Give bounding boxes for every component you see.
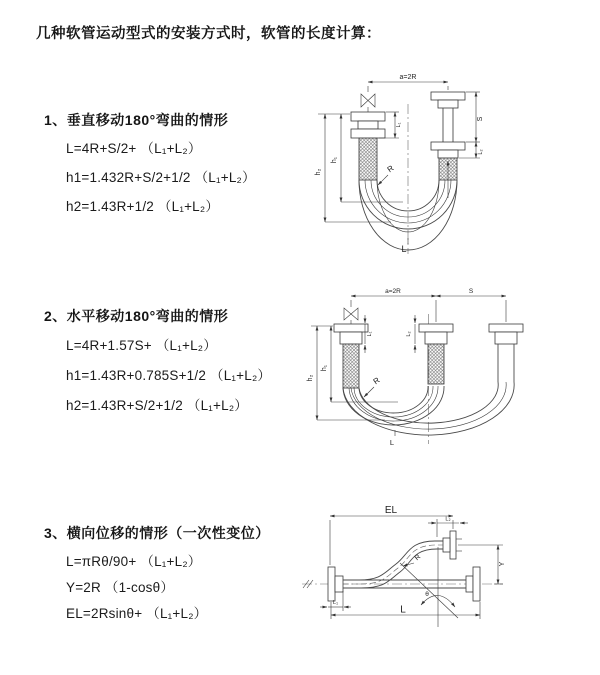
length-label bbox=[401, 238, 408, 254]
dim-label-l1: L₁ bbox=[333, 600, 338, 606]
dim-s bbox=[466, 92, 484, 142]
left-fitting bbox=[351, 112, 385, 138]
dim-label-l: L bbox=[401, 244, 407, 254]
hose-displaced-position bbox=[343, 541, 443, 588]
section-1-formula-h1: h1=1.432R+S/2+1/2 （L₁+L₂） bbox=[66, 170, 256, 185]
dim-l2 bbox=[406, 315, 415, 353]
right-fitting-lower bbox=[431, 142, 465, 158]
section-2-formula-L: L=4R+1.57S+ （L₁+L₂） bbox=[66, 338, 217, 353]
valve-icon bbox=[361, 94, 375, 112]
middle-fitting bbox=[419, 324, 453, 344]
dim-label-el: EL bbox=[384, 505, 398, 516]
length-label bbox=[390, 430, 395, 447]
radius-callout bbox=[378, 163, 396, 185]
valve-icon bbox=[344, 308, 358, 324]
dim-label-a2r: a=2R bbox=[385, 288, 401, 295]
dim-label-l2: L₂ bbox=[406, 331, 412, 337]
flange-left bbox=[328, 567, 343, 601]
dim-label-l2: L₂ bbox=[445, 516, 451, 523]
dim-label-r: R bbox=[413, 553, 423, 563]
diagram-horizontal-180-bend bbox=[303, 282, 593, 462]
dim-label-h2: h₂ bbox=[315, 168, 322, 176]
dim-y bbox=[458, 545, 506, 584]
dim-l2-top bbox=[428, 517, 468, 538]
right-fitting-upper bbox=[431, 92, 465, 142]
dim-l bbox=[331, 602, 480, 619]
dim-label-a2r: a=2R bbox=[399, 74, 417, 81]
section-1-heading: 1、垂直移动180°弯曲的情形 bbox=[44, 112, 229, 128]
radius-callout bbox=[364, 375, 382, 397]
dim-label-h1: h₁ bbox=[321, 364, 328, 372]
section-3-heading: 3、横向位移的情形（一次性变位） bbox=[44, 525, 270, 541]
dim-a2r bbox=[368, 74, 448, 92]
dim-label-l: L bbox=[389, 438, 395, 447]
dim-l1 bbox=[365, 315, 373, 353]
dim-label-r: R bbox=[385, 163, 396, 175]
dim-label-s: S bbox=[468, 288, 474, 295]
dim-label-theta: θ bbox=[425, 591, 429, 598]
page-title: 几种软管运动型式的安装方式时，软管的长度计算： bbox=[36, 26, 381, 42]
radius-callout bbox=[403, 554, 422, 566]
diagram-lateral-displacement bbox=[298, 503, 513, 653]
dim-label-r: R bbox=[371, 375, 382, 387]
dim-a2r bbox=[351, 288, 436, 322]
dim-label-h1: h₁ bbox=[331, 156, 338, 164]
section-2-formula-h1: h1=1.43R+0.785S+1/2 （L₁+L₂） bbox=[66, 368, 272, 383]
dim-label-s: S bbox=[477, 116, 484, 122]
dim-label-l1: L₁ bbox=[396, 122, 402, 128]
diagram-vertical-180-bend bbox=[303, 62, 593, 262]
hose-u-bend-position1 bbox=[343, 386, 444, 425]
hose-braided-sections bbox=[343, 344, 514, 388]
dim-label-h2: h₂ bbox=[307, 374, 314, 382]
section-2-formula-h2: h2=1.43R+S/2+1/2 （L₁+L₂） bbox=[66, 398, 248, 413]
dim-label-l: L bbox=[400, 604, 406, 616]
dim-s bbox=[436, 288, 506, 322]
section-1-formula-h2: h2=1.43R+1/2 （L₁+L₂） bbox=[66, 199, 220, 214]
dim-label-y: Y bbox=[499, 561, 506, 567]
right-fitting bbox=[489, 324, 523, 344]
section-3-formula-EL: EL=2Rsinθ+ （L₁+L₂） bbox=[66, 606, 208, 621]
section-3-formula-L: L=πRθ/90+ （L₁+L₂） bbox=[66, 554, 202, 569]
dim-label-l1: L₁ bbox=[367, 331, 373, 337]
left-fitting bbox=[334, 324, 368, 344]
dim-label-l2: L₂ bbox=[478, 149, 484, 155]
dim-l1-bottom bbox=[320, 591, 351, 611]
dim-el bbox=[330, 505, 453, 565]
section-1-formula-L: L=4R+S/2+ （L₁+L₂） bbox=[66, 141, 202, 156]
flange-right bbox=[466, 567, 480, 601]
section-2-heading: 2、水平移动180°弯曲的情形 bbox=[44, 308, 229, 324]
section-3-formula-Y: Y=2R （1-cosθ） bbox=[66, 580, 175, 595]
